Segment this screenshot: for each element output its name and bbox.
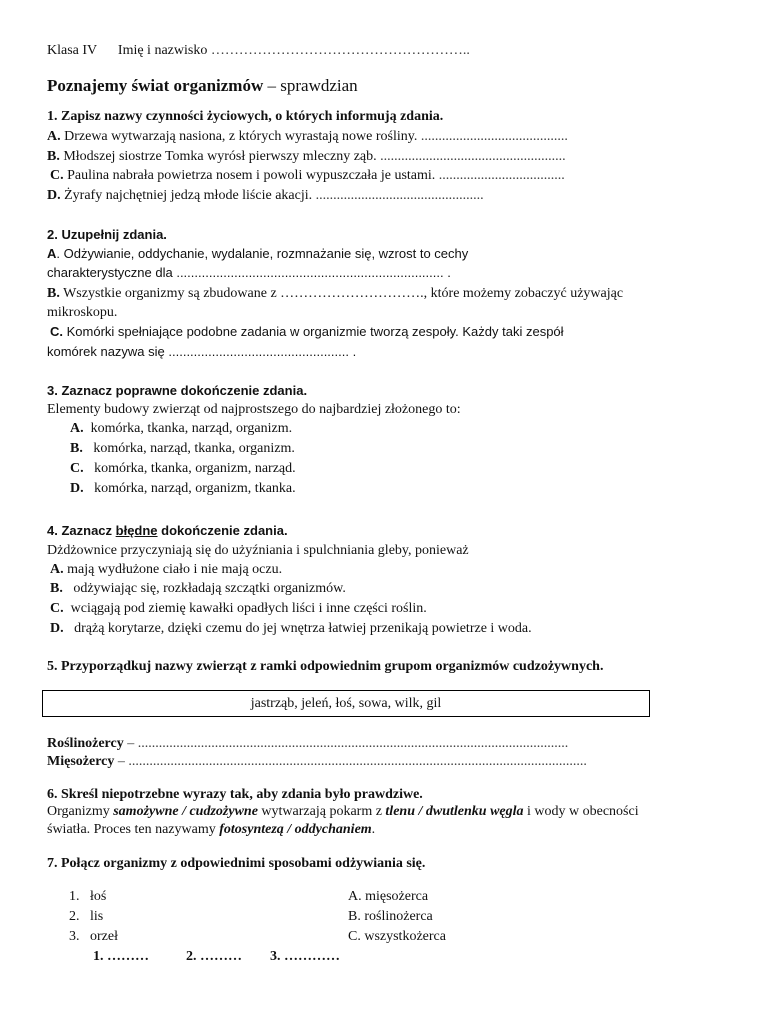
page-title (47, 77, 358, 95)
q7-way-a: A. mięsożerca (348, 889, 429, 904)
q1-heading: 1. Zapisz nazwy czynności życiowych, o których informują zdania. (47, 109, 444, 124)
q1-answer-b[interactable]: ..................................................... (380, 149, 566, 164)
q6-heading: 6. Skreśl niepotrzebne wyrazy tak, aby zdania było prawdziwe. (47, 787, 423, 802)
carnivores-line[interactable]: Mięsożercy – ................................................................................................................................... (47, 754, 587, 769)
q2-b-line1[interactable]: B. Wszystkie organizmy są zbudowane z …………………………., które możemy zobaczyć używając (47, 286, 624, 301)
q6-line1: Organizmy samożywne / cudzożywne wytwarzają pokarm z tlenu / dwutlenku węgla i wody w obecności (47, 804, 639, 819)
q3-heading: 3. Zaznacz poprawne dokończenie zdania. (47, 383, 308, 398)
q7-answer-3[interactable]: 3. ………… (270, 949, 340, 964)
q1-item-d: D. Żyrafy najchętniej jedzą młode liście akacji. ................................................ (47, 188, 484, 203)
q6-option-1[interactable]: samożywne / cudzożywne (113, 804, 258, 819)
q3-option-c[interactable]: C. komórka, tkanka, organizm, narząd. (70, 461, 296, 476)
title-suffix: – sprawdzian (267, 76, 358, 95)
name-label: Imię i nazwisko (117, 43, 208, 58)
q5-heading: 5. Przyporządkuj nazwy zwierząt z ramki odpowiednim grupom organizmów cudzożywnych. (47, 659, 604, 674)
q2-c-line2[interactable]: komórek nazywa się .................................................. . (47, 344, 357, 359)
q4-option-a[interactable]: A. mają wydłużone ciało i nie mają oczu. (50, 562, 283, 577)
q2-a-line1: A. Odżywianie, oddychanie, wydalanie, rozmnażanie się, wzrost to cechy (47, 246, 469, 261)
herbivores-line[interactable]: Roślinożercy – ........................................................................................................................... (47, 736, 569, 751)
q1-item-b: B. Młodszej siostrze Tomka wyrósł pierwszy mleczny ząb. ..................................................... (47, 149, 566, 164)
q2-heading: 2. Uzupełnij zdania. (47, 227, 167, 242)
q7-way-b: B. roślinożerca (348, 909, 433, 924)
q4-heading: 4. Zaznacz błędne dokończenie zdania. (47, 523, 288, 538)
q7-organism-1: 1. łoś (69, 889, 107, 904)
q7-organism-2: 2. lis (69, 909, 104, 924)
q2-b-line2: mikroskopu. (47, 305, 118, 320)
animal-word-box: jastrząb, jeleń, łoś, sowa, wilk, gil (42, 690, 650, 717)
q7-organism-3: 3. orzeł (69, 929, 118, 944)
q2-c-line1: C. Komórki spełniające podobne zadania w organizmie tworzą zespoły. Każdy taki zespół (50, 324, 564, 339)
q7-heading: 7. Połącz organizmy z odpowiednimi sposobami odżywiania się. (47, 856, 426, 871)
name-field[interactable]: ……………………………………………….. (210, 43, 470, 58)
q7-answer-1[interactable]: 1. ……… (93, 949, 149, 964)
title-main: Poznajemy świat organizmów (47, 76, 264, 95)
q1-answer-d[interactable]: ................................................ (315, 188, 484, 203)
q2-a-line2[interactable]: charakterystyczne dla .......................................................................... . (47, 265, 451, 280)
q3-intro: Elementy budowy zwierząt od najprostszego do najbardziej złożonego to: (47, 402, 461, 417)
q1-item-a: A. Drzewa wytwarzają nasiona, z których wyrastają nowe rośliny. .......................................... (47, 129, 568, 144)
q6-line2: światła. Proces ten nazywamy fotosyntezą / oddychaniem. (47, 822, 376, 837)
q4-intro: Dżdżownice przyczyniają się do użyźniania i spulchniania gleby, ponieważ (47, 543, 469, 558)
q4-option-b[interactable]: B. odżywiając się, rozkładają szczątki organizmów. (50, 581, 346, 596)
q1-item-c: C. Paulina nabrała powietrza nosem i powoli wypuszczała je ustami. .................................... (50, 168, 565, 183)
q4-option-d[interactable]: D. drążą korytarze, dzięki czemu do jej wnętrza łatwiej przenikają powietrze i woda. (50, 621, 532, 636)
class-label: Klasa IV (47, 43, 97, 58)
q7-way-c: C. wszystkożerca (348, 929, 446, 944)
q7-answer-2[interactable]: 2. ……… (186, 949, 242, 964)
q4-option-c[interactable]: C. wciągają pod ziemię kawałki opadłych liści i inne części roślin. (50, 601, 427, 616)
q6-option-3[interactable]: fotosyntezą / oddychaniem (219, 822, 372, 837)
q1-answer-c[interactable]: .................................... (438, 168, 565, 183)
q3-option-b[interactable]: B. komórka, narząd, tkanka, organizm. (70, 441, 295, 456)
q3-option-a[interactable]: A. komórka, tkanka, narząd, organizm. (70, 421, 293, 436)
q3-option-d[interactable]: D. komórka, narząd, organizm, tkanka. (70, 481, 296, 496)
q6-option-2[interactable]: tlenu / dwutlenku węgla (385, 804, 524, 819)
header-line (47, 42, 470, 60)
q1-answer-a[interactable]: .......................................... (420, 129, 568, 144)
